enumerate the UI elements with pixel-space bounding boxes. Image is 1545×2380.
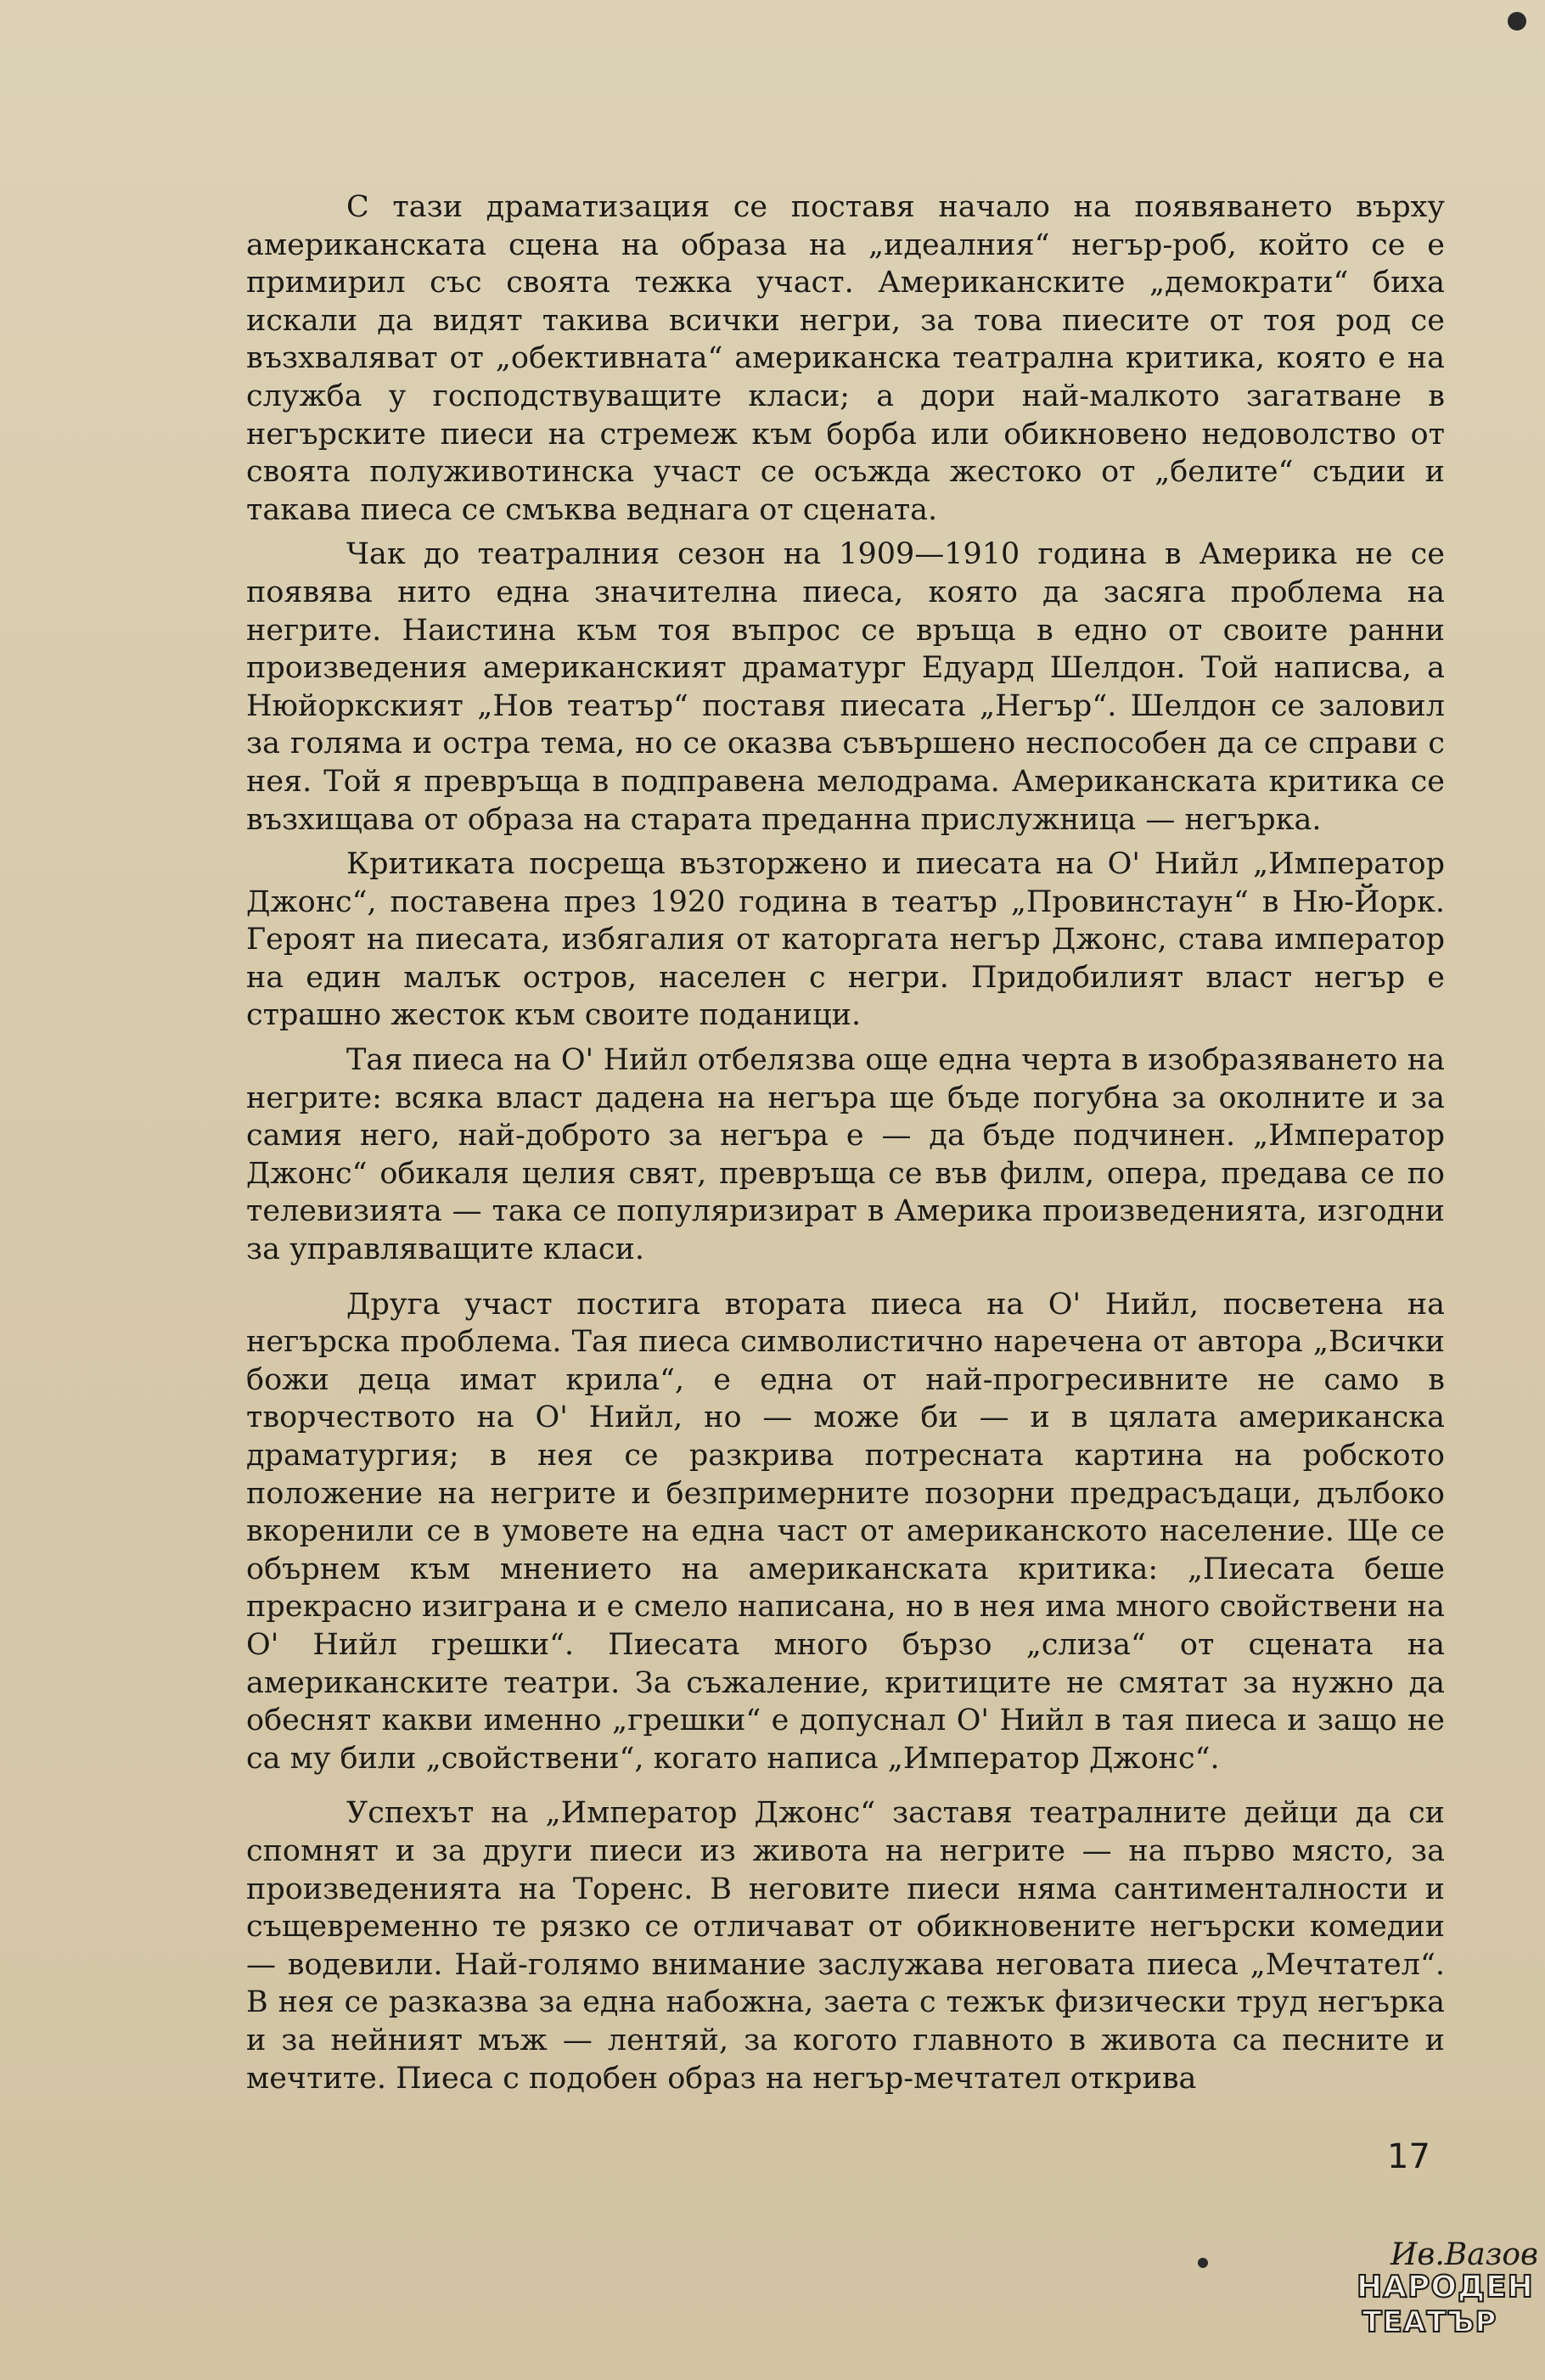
stamp-line-2: ТЕАТЪР <box>1362 2305 1497 2339</box>
punch-hole-top <box>1508 12 1526 31</box>
stamp-line-1: НАРОДЕН <box>1357 2270 1534 2304</box>
stamp-signature: Ив.Вазов <box>1390 2237 1538 2272</box>
paragraph-1: С тази драматизация се поставя начало на появяването върху американската сцена на образа на „идеалния“ негър-роб, който се е примирил със своята тежка участ. Американските „демократи“ биха искали да видят такива всички негри, за това пиесите от тоя род се възхваляват от „обективната“ американска театрална критика, която е на служба у господствуващите класи; а дори най-малкото загатване в негърските пиеси на стремеж към борба или обикновено недоволство от своята полуживотинска участ се осъжда жестоко от „белите“ съдии и такава пиеса се смъква веднага от сцената. <box>246 190 1445 527</box>
body-text <box>246 188 1445 2104</box>
national-theatre-stamp <box>1357 2237 1538 2343</box>
paragraph-6: Успехът на „Император Джонс“ заставя театралните дейци да си спомнят и за други пиеси из живота на негрите — на първо място, за произведенията на Торенс. В неговите пиеси няма сантименталности и същевременно те рязко се отличават от обикновените негърски комедии — водевили. Най-голямо внимание заслужава неговата пиеса „Мечтател“. В нея се разказва за една набожна, заета с тежък физически труд негърка и за нейният мъж — лентяй, за когото главното в живота са песните и мечтите. Пиеса с подобен образ на негър-мечтател открива <box>246 1796 1445 2096</box>
paragraph-5: Друга участ постига втората пиеса на О' Нийл, посветена на негърска проблема. Тая пиеса символистично наречена от автора „Всички божи деца имат крила“, е една от най-прогресивните не само в творчеството на О' Нийл, но — може би — и в цялата американска драматургия; в нея се разкрива потресната картина на робското положение на негрите и безпримерните позорни предрасъдаци, дълбоко вкоренили се в умовете на една част от американското население. Ще се обърнем към мнението на американската критика: „Пиесата беше прекрасно изиграна и е смело написана, но в нея има много свойствени на О' Нийл грешки“. Пиесата много бързо „слиза“ от сцената на американските театри. За съжаление, критиците не смятат за нужно да обеснят какви именно „грешки“ е допуснал О' Нийл в тая пиеса и защо не са му били „свойствени“, когато написа „Император Джонс“. <box>246 1287 1445 1776</box>
punch-hole-bottom <box>1198 2258 1208 2268</box>
page-number: 17 <box>1387 2137 1430 2176</box>
paragraph-3: Критиката посреща възторжено и пиесата на О' Нийл „Император Джонс“, поставена през 1920 година в театър „Провинстаун“ в Ню-Йорк. Героят на пиесата, избягалия от каторгата негър Джонс, става император на един малък остров, населен с негри. Придобилият власт негър е страшно жесток към своите поданици. <box>246 847 1445 1033</box>
paragraph-2: Чак до театралния сезон на 1909—1910 година в Америка не се появява нито една значителна пиеса, която да засяга проблема на негрите. Наистина към тоя въпрос се връща в едно от своите ранни произведения американският драматург Едуард Шелдон. Той написва, а Нюйоркският „Нов театър“ поставя пиесата „Негър“. Шелдон се заловил за голяма и остра тема, но се оказва съвършено неспособен да се справи с нея. Той я превръща в подправена мелодрама. Американската критика се възхищава от образа на старата преданна прислужница — негърка. <box>246 537 1445 837</box>
paragraph-4: Тая пиеса на О' Нийл отбелязва още една черта в изобразяването на негрите: всяка власт дадена на негъра ще бъде погубна за околните и за самия него, най-доброто за негъра е — да бъде подчинен. „Император Джонс“ обикаля целия свят, превръща се във филм, опера, предава се по телевизията — така се популяризират в Америка произведенията, изгодни за управляващите класи. <box>246 1043 1445 1267</box>
